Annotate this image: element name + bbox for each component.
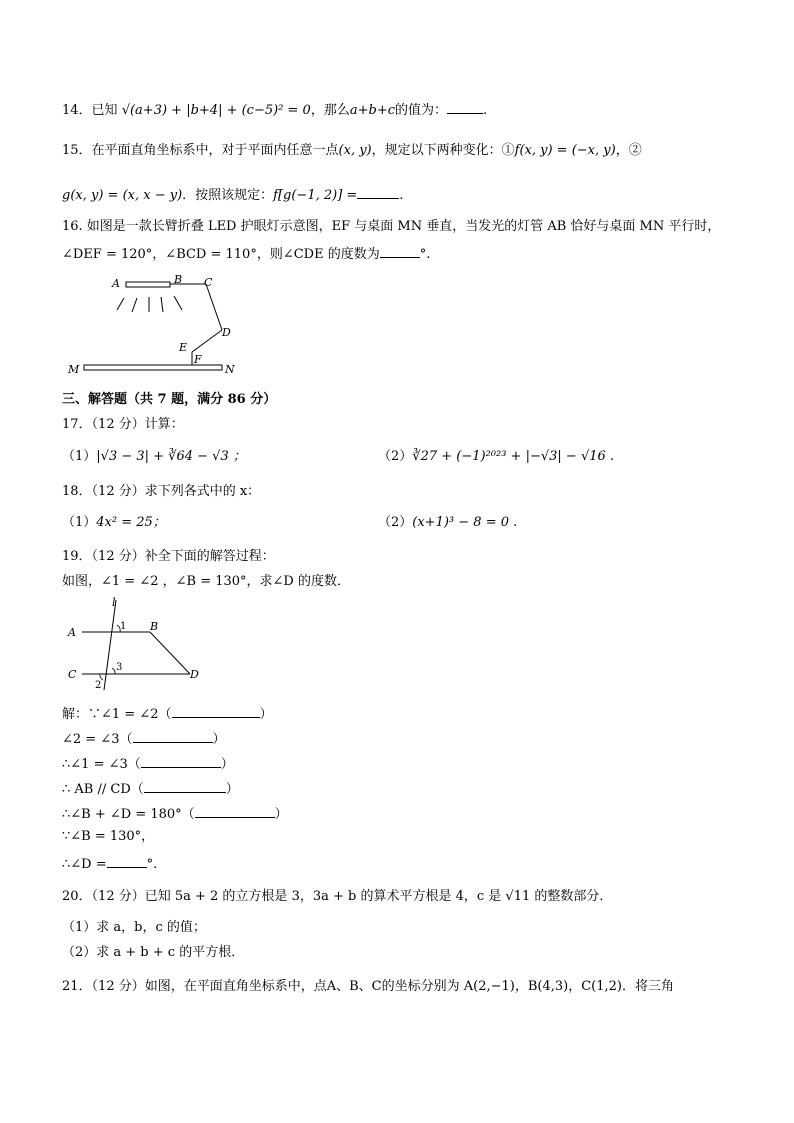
question-17-title: 17．（12 分）计算：	[62, 417, 184, 432]
question-text: 的值为：	[395, 103, 448, 118]
answer-blank[interactable]	[447, 99, 483, 114]
light-ray	[161, 297, 163, 312]
proof-step-6	[62, 828, 154, 846]
math-expression: g(x, y) = (x, x − y)	[62, 188, 183, 203]
proof-text: ）	[225, 782, 239, 797]
label-2: 2	[95, 680, 102, 691]
proof-text: ）	[274, 807, 288, 822]
question-18-part-2	[378, 514, 517, 532]
light-ray	[132, 298, 137, 312]
segment-bd	[150, 632, 190, 674]
question-text: ∠DEF = 120°，∠BCD = 110°，则∠CDE 的度数为	[62, 247, 380, 262]
proof-step-7	[62, 853, 157, 874]
label-c: C	[68, 668, 77, 681]
question-15-line-1	[62, 142, 642, 160]
proof-step-2	[62, 728, 226, 749]
arm-cd	[206, 284, 222, 330]
question-text: .	[483, 103, 488, 118]
math-expression: f(x, y) = (−x, y)	[514, 143, 616, 158]
question-14	[62, 99, 487, 120]
proof-text: ∵∠B = 130°，	[62, 829, 155, 844]
question-19-stem: 如图，∠1 = ∠2 ，∠B = 130°，求∠D 的度数．	[62, 574, 350, 589]
lamp-tube-ab	[126, 282, 170, 287]
question-text: .	[399, 188, 404, 203]
answer-blank[interactable]	[380, 243, 420, 258]
light-ray	[117, 298, 124, 310]
question-text: ，②	[615, 143, 642, 158]
question-17-part-2	[378, 448, 614, 466]
question-text: ，那么	[310, 103, 350, 118]
proof-step-3	[62, 753, 234, 774]
question-text: 已知	[91, 103, 118, 118]
part-number: （2）	[378, 449, 413, 464]
light-ray	[174, 296, 182, 310]
math-expression: |√3 − 3| + ∛64 − √3 ；	[96, 449, 246, 464]
math-expression: √(a+3) + |b+4| + (c−5)² = 0	[121, 103, 311, 118]
question-number: 14．	[62, 103, 92, 118]
section-heading: 三、解答题（共 7 题，满分 86 分）	[62, 392, 277, 407]
proof-text: ∠2 = ∠3（	[62, 732, 133, 747]
label-n: N	[225, 363, 235, 376]
lamp-diagram	[62, 272, 242, 376]
question-19-title: 19．（12 分）补全下面的解答过程：	[62, 549, 275, 564]
label-c: C	[204, 276, 213, 289]
question-15-line-2	[62, 184, 403, 205]
question-18-title: 18．（12 分）求下列各式中的 x：	[62, 484, 261, 499]
proof-text: ）	[259, 707, 273, 722]
proof-step-5	[62, 803, 288, 824]
part-number: （2）	[378, 515, 413, 530]
math-expression: a+b+c	[349, 103, 395, 118]
proof-step-1	[62, 703, 273, 724]
question-21-text: 21．（12 分）如图，在平面直角坐标系中，点A、B、C的坐标分别为 A(2,−1)，B(4,3)，C(1,2)．将三角	[62, 979, 674, 994]
arm-de	[192, 330, 222, 352]
math-expression: 4x² = 25；	[96, 515, 166, 530]
question-16-line-2	[62, 243, 430, 264]
label-3: 3	[116, 662, 123, 673]
math-expression: (x+1)³ − 8 = 0 .	[412, 515, 518, 530]
label-a: A	[68, 626, 76, 639]
label-m: M	[68, 363, 80, 376]
math-expression: ∛27 + (−1)²⁰²³ + |−√3| − √16 .	[412, 449, 615, 464]
label-b: B	[150, 620, 159, 633]
question-text: °.	[419, 247, 431, 262]
question-text: 16. 如图是一款长臂折叠 LED 护眼灯示意图，EF 与桌面 MN 垂直，当发光的灯管 AB 恰好与桌面 MN 平行时，	[62, 219, 721, 234]
label-l: l	[112, 596, 116, 609]
question-text: 15．在平面直角坐标系中，对于平面内任意一点	[62, 143, 339, 158]
proof-text: ）	[212, 732, 226, 747]
question-17-part-1	[62, 448, 246, 466]
question-20-part-1: （1）求 a，b，c 的值；	[62, 920, 206, 935]
part-number: （1）	[62, 449, 97, 464]
label-f: F	[194, 353, 202, 366]
question-16-line-1	[62, 218, 720, 236]
label-1: 1	[120, 621, 127, 632]
question-18-part-1	[62, 514, 166, 532]
proof-text: ）	[220, 757, 234, 772]
label-b: B	[174, 273, 183, 286]
label-d: D	[190, 668, 199, 681]
reason-blank[interactable]	[172, 703, 260, 718]
label-e: E	[179, 341, 188, 354]
proof-text: °.	[146, 857, 158, 872]
parallel-lines-diagram	[62, 594, 212, 694]
angle-3-arc	[112, 668, 115, 674]
math-expression: f[g(−1, 2)] =	[273, 188, 358, 203]
reason-blank[interactable]	[144, 778, 226, 793]
reason-blank[interactable]	[195, 803, 275, 818]
question-text: ，规定以下两种变化：①	[371, 143, 515, 158]
proof-text: 解：∵∠1 = ∠2（	[62, 707, 172, 722]
question-text: ．按照该规定：	[182, 188, 274, 203]
transversal-line-l	[104, 600, 116, 690]
reason-blank[interactable]	[133, 728, 213, 743]
label-a: A	[112, 277, 120, 290]
part-number: （1）	[62, 515, 97, 530]
math-expression: (x, y)	[338, 143, 372, 158]
answer-blank[interactable]	[107, 853, 147, 868]
label-d: D	[222, 326, 231, 339]
proof-text: ∴ AB // CD（	[62, 782, 144, 797]
reason-blank[interactable]	[141, 753, 221, 768]
proof-step-4	[62, 778, 239, 799]
proof-text: ∴∠D =	[62, 857, 107, 872]
answer-blank[interactable]	[357, 184, 399, 199]
question-20-title: 20．（12 分）已知 5a + 2 的立方根是 3，3a + b 的算术平方根是 4，c 是 √11 的整数部分．	[62, 889, 613, 904]
proof-text: ∴∠B + ∠D = 180°（	[62, 807, 195, 822]
question-20-part-2: （2）求 a + b + c 的平方根．	[62, 945, 245, 960]
proof-text: ∴∠1 = ∠3（	[62, 757, 141, 772]
